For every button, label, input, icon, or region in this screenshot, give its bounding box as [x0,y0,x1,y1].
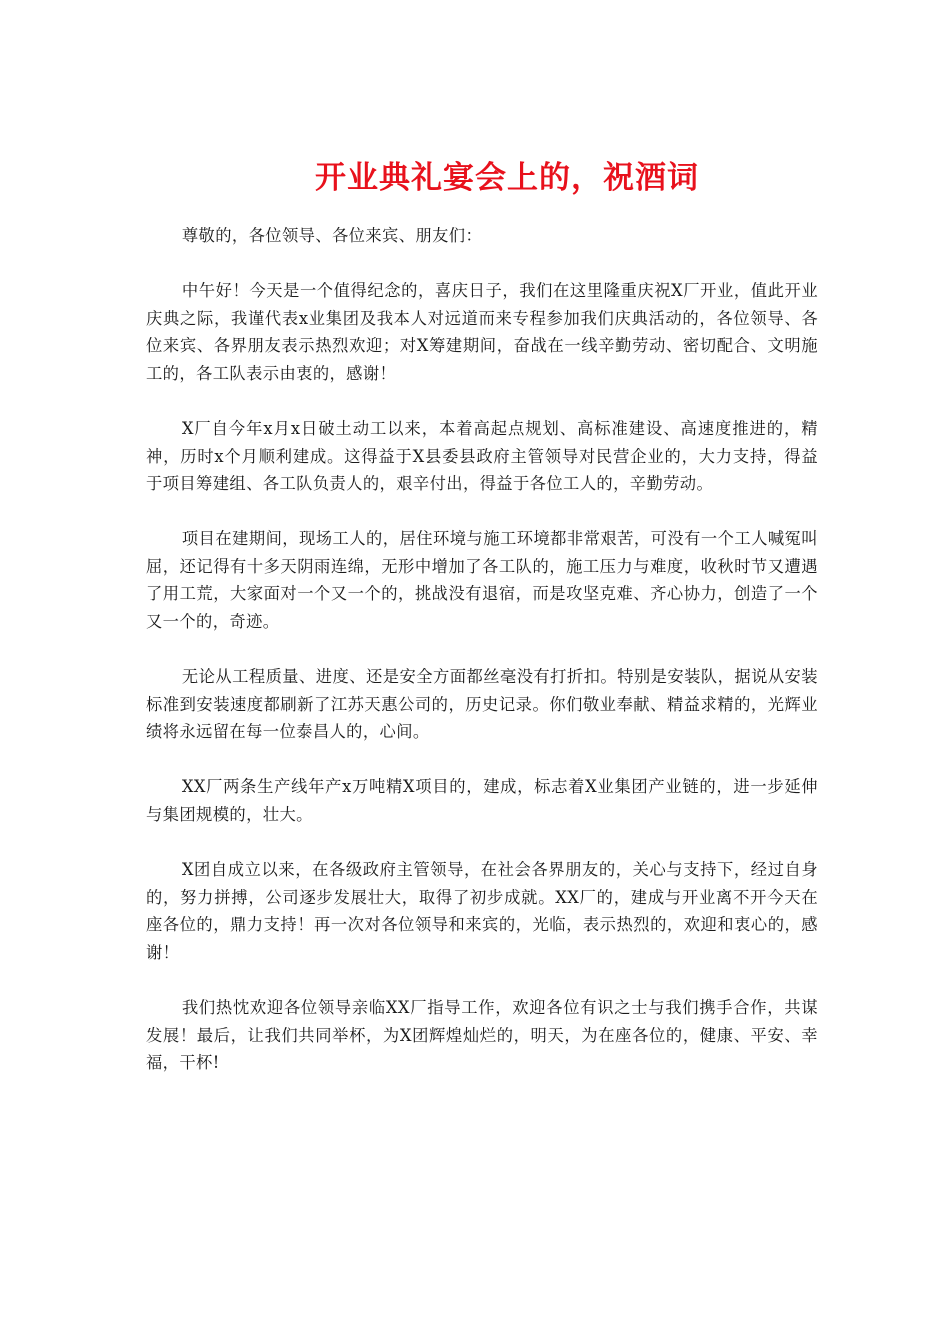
paragraph-quality: 无论从工程质量、进度、还是安全方面都丝毫没有打折扣。特别是安装队，据说从安装标准到安装速度都刷新了江苏天惠公司的，历史记录。你们敬业奉献、精益求精的，光辉业绩将永远留在每一位泰昌人的，心间。 [146,667,818,742]
paragraph-development: X团自成立以来，在各级政府主管领导，在社会各界朋友的，关心与支持下，经过自身的，努力拼搏，公司逐步发展壮大，取得了初步成就。XX厂的，建成与开业离不开今天在座各位的，鼎力支持！再一次对各位领导和来宾的，光临，表示热烈的，欢迎和衷心的，感谢！ [146,860,818,962]
document-body [146,222,818,1104]
paragraph-salutation: 尊敬的，各位领导、各位来宾、朋友们： [181,226,483,245]
document-title: 开业典礼宴会上的，祝酒词 [315,160,699,196]
paragraph-production-line: XX厂两条生产线年产x万吨精X项目的，建成，标志着X业集团产业链的，进一步延伸与集团规模的，壮大。 [146,777,818,824]
paragraph-hardship: 项目在建期间，现场工人的，居住环境与施工环境都非常艰苦，可没有一个工人喊冤叫屈，还记得有十多天阴雨连绵，无形中增加了各工队的，施工压力与难度，收秋时节又遭遇了用工荒，大家面对一个又一个的，挑战没有退宿，而是攻坚克难、齐心协力，创造了一个又一个的，奇迹。 [146,529,818,632]
paragraph-construction: X厂自今年x月x日破土动工以来，本着高起点规划、高标准建设、高速度推进的，精神，历时x个月顺利建成。这得益于X县委县政府主管领导对民营企业的，大力支持，得益于项目筹建组、各工队负责人的，艰辛付出，得益于各位工人的，辛勤劳动。 [146,418,818,494]
paragraph-greeting: 中午好！今天是一个值得纪念的，喜庆日子，我们在这里隆重庆祝X厂开业，值此开业庆典之际，我谨代表x业集团及我本人对远道而来专程参加我们庆典活动的，各位领导、各位来宾、各界朋友表示热烈欢迎；对X筹建期间，奋战在一线辛勤劳动、密切配合、文明施工的，各工队表示由衷的，感谢！ [146,281,818,383]
paragraph-toast: 我们热忱欢迎各位领导亲临XX厂指导工作，欢迎各位有识之士与我们携手合作，共谋发展！最后，让我们共同举杯，为X团辉煌灿烂的，明天，为在座各位的，健康、平安、幸福，干杯! [146,997,818,1073]
